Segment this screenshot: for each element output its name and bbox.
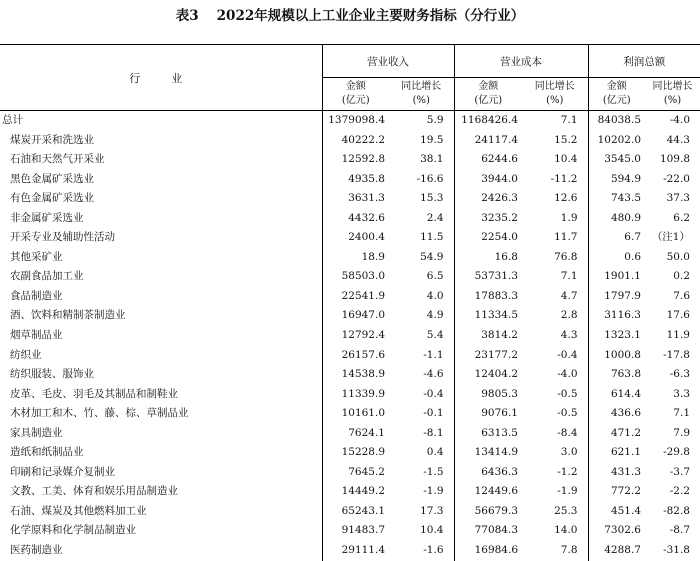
industry-name: 文教、工美、体育和娱乐用品制造业	[10, 485, 178, 498]
revenue-amount-cell: 7624.1	[322, 424, 389, 444]
profit-amount-cell: 3116.3	[588, 306, 645, 326]
cost-yoy-cell: -0.5	[557, 407, 578, 420]
cost-yoy-cell: 2.8	[560, 309, 578, 322]
cost-yoy-cell: 25.3	[554, 504, 578, 517]
cost-amount-cell: 6313.5	[454, 424, 522, 444]
table-row	[0, 482, 700, 502]
table-row	[0, 131, 700, 151]
profit-yoy-cell: 7.1	[673, 407, 690, 420]
table-title-text: 2022年规模以上工业企业主要财务指标（分行业）	[216, 8, 525, 24]
table-row	[0, 541, 700, 561]
industry-name: 石油、煤炭及其他燃料加工业	[10, 504, 147, 517]
cost-amount-cell: 56679.3	[454, 502, 522, 522]
cost-yoy-cell: 11.7	[554, 231, 578, 244]
revenue-yoy-cell: 0.4	[426, 446, 444, 459]
profit-yoy-cell: -22.0	[663, 172, 690, 185]
industry-name: 非金属矿采选业	[10, 211, 84, 224]
table-row	[0, 150, 700, 170]
table-row	[0, 385, 700, 405]
revenue-amount-cell: 18.9	[322, 248, 389, 268]
revenue-header: 营业收入	[322, 45, 454, 78]
profit-yoy-cell: 7.9	[673, 426, 690, 439]
revenue-amount-cell: 1379098.4	[322, 111, 389, 131]
industry-name: 家具制造业	[10, 426, 63, 439]
profit-amount-cell: 431.3	[588, 463, 645, 483]
cost-yoy-cell: 7.8	[560, 544, 578, 557]
revenue-amount-cell: 26157.6	[322, 346, 389, 366]
revenue-yoy-cell: -1.6	[423, 544, 444, 557]
cost-yoy-cell: -1.2	[557, 465, 578, 478]
table-row	[0, 248, 700, 268]
industry-name: 纺织服装、服饰业	[10, 368, 94, 381]
revenue-amount-cell: 14538.9	[322, 365, 389, 385]
profit-yoy-header: 同比增长 (%)	[645, 78, 700, 111]
cost-amount-cell: 11334.5	[454, 306, 522, 326]
profit-yoy-cell: -3.7	[669, 465, 690, 478]
cost-yoy-cell: 7.1	[560, 270, 578, 283]
profit-amount-cell: 480.9	[588, 209, 645, 229]
profit-yoy-cell: -6.3	[669, 368, 690, 381]
cost-amount-cell: 12404.2	[454, 365, 522, 385]
profit-amount-cell: 4288.7	[588, 541, 645, 561]
profit-yoy-cell: -29.8	[663, 446, 690, 459]
revenue-yoy-cell: 11.5	[420, 231, 444, 244]
cost-amount-cell: 9805.3	[454, 385, 522, 405]
profit-amount-cell: 621.1	[588, 443, 645, 463]
table-row	[0, 228, 700, 248]
table-row	[0, 189, 700, 209]
profit-amount-cell: 471.2	[588, 424, 645, 444]
revenue-yoy-header: 同比增长 (%)	[389, 78, 454, 111]
table-row	[0, 404, 700, 424]
industry-name: 黑色金属矿采选业	[10, 172, 94, 185]
profit-yoy-cell: -17.8	[663, 348, 690, 361]
industry-column-header: 行 业	[0, 45, 322, 111]
profit-amount-cell: 3545.0	[588, 150, 645, 170]
cost-amount-cell: 9076.1	[454, 404, 522, 424]
profit-yoy-cell: -82.8	[663, 504, 690, 517]
revenue-yoy-cell: -0.4	[423, 387, 444, 400]
cost-yoy-cell: 12.6	[554, 192, 578, 205]
revenue-amount-cell: 3631.3	[322, 189, 389, 209]
cost-amount-cell: 23177.2	[454, 346, 522, 366]
cost-yoy-cell: -0.5	[557, 387, 578, 400]
table-row	[0, 111, 700, 131]
cost-yoy-cell: 1.9	[560, 211, 578, 224]
table-row	[0, 502, 700, 522]
revenue-yoy-cell: 17.3	[420, 504, 444, 517]
cost-yoy-cell: -8.4	[557, 426, 578, 439]
revenue-amount-cell: 4432.6	[322, 209, 389, 229]
revenue-yoy-cell: 6.5	[426, 270, 444, 283]
industry-name: 烟草制品业	[10, 329, 63, 342]
revenue-yoy-cell: 5.9	[426, 114, 444, 126]
industry-name: 印刷和记录媒介复制业	[10, 465, 115, 478]
revenue-yoy-cell: 4.0	[426, 289, 444, 302]
profit-amount-cell: 1000.8	[588, 346, 645, 366]
industry-name: 石油和天然气开采业	[10, 153, 105, 166]
industry-name: 煤炭开采和洗选业	[10, 133, 94, 146]
industry-name: 化学原料和化学制品制造业	[10, 524, 136, 537]
profit-amount-cell: 1323.1	[588, 326, 645, 346]
cost-amount-cell: 17883.3	[454, 287, 522, 307]
cost-yoy-cell: 10.4	[554, 153, 578, 166]
revenue-yoy-cell: 2.4	[426, 211, 444, 224]
industry-name: 总计	[2, 114, 23, 126]
cost-amount-cell: 2426.3	[454, 189, 522, 209]
table-row	[0, 326, 700, 346]
revenue-yoy-cell: 19.5	[420, 133, 444, 146]
profit-amount-cell: 614.4	[588, 385, 645, 405]
industry-name: 农副食品加工业	[10, 270, 84, 283]
cost-yoy-header: 同比增长 (%)	[522, 78, 588, 111]
cost-amount-cell: 3235.2	[454, 209, 522, 229]
revenue-amount-cell: 16947.0	[322, 306, 389, 326]
profit-yoy-cell: -4.0	[669, 114, 690, 126]
profit-amount-cell: 6.7	[588, 228, 645, 248]
financial-indicators-table	[0, 44, 700, 561]
table-row	[0, 521, 700, 541]
cost-amount-cell: 53731.3	[454, 267, 522, 287]
table-number: 表3	[175, 8, 199, 24]
profit-yoy-cell: 6.2	[673, 211, 690, 224]
table-row	[0, 365, 700, 385]
profit-amount-cell: 10202.0	[588, 131, 645, 151]
cost-yoy-cell: 15.2	[554, 133, 578, 146]
industry-name: 其他采矿业	[10, 250, 63, 263]
revenue-amount-cell: 14449.2	[322, 482, 389, 502]
cost-amount-cell: 16984.6	[454, 541, 522, 561]
cost-amount-cell: 24117.4	[454, 131, 522, 151]
cost-header: 营业成本	[454, 45, 588, 78]
revenue-yoy-cell: 10.4	[420, 524, 444, 537]
revenue-yoy-cell: -16.6	[416, 172, 444, 185]
revenue-amount-cell: 11339.9	[322, 385, 389, 405]
revenue-yoy-cell: -1.1	[423, 348, 444, 361]
profit-yoy-cell: 37.3	[666, 192, 690, 205]
revenue-amount-cell: 91483.7	[322, 521, 389, 541]
revenue-yoy-cell: -8.1	[423, 426, 444, 439]
cost-amount-cell: 1168426.4	[454, 111, 522, 131]
profit-amount-cell: 84038.5	[588, 111, 645, 131]
profit-amount-cell: 1797.9	[588, 287, 645, 307]
profit-yoy-cell: 7.6	[673, 289, 690, 302]
profit-yoy-cell: -2.2	[669, 485, 690, 498]
revenue-yoy-cell: -0.1	[423, 407, 444, 420]
industry-name: 纺织业	[10, 348, 42, 361]
cost-yoy-cell: -11.2	[550, 172, 578, 185]
profit-amount-cell: 1901.1	[588, 267, 645, 287]
industry-name: 造纸和纸制品业	[10, 446, 84, 459]
cost-yoy-cell: 4.7	[560, 289, 578, 302]
cost-yoy-cell: -4.0	[557, 368, 578, 381]
cost-yoy-cell: -1.9	[557, 485, 578, 498]
cost-yoy-cell: 3.0	[560, 446, 578, 459]
revenue-yoy-cell: -1.5	[423, 465, 444, 478]
cost-amount-cell: 6244.6	[454, 150, 522, 170]
table-row	[0, 346, 700, 366]
revenue-amount-cell: 22541.9	[322, 287, 389, 307]
revenue-amount-cell: 40222.2	[322, 131, 389, 151]
cost-yoy-cell: -0.4	[557, 348, 578, 361]
cost-amount-cell: 3814.2	[454, 326, 522, 346]
cost-amount-cell: 6436.3	[454, 463, 522, 483]
revenue-amount-cell: 29111.4	[322, 541, 389, 561]
profit-yoy-cell: -8.7	[669, 524, 690, 537]
industry-name: 医药制造业	[10, 544, 63, 557]
table-row	[0, 170, 700, 190]
cost-yoy-cell: 7.1	[560, 114, 578, 126]
profit-yoy-cell: 44.3	[666, 133, 690, 146]
profit-amount-cell: 743.5	[588, 189, 645, 209]
table-body	[0, 111, 700, 561]
table-row	[0, 287, 700, 307]
industry-name: 开采专业及辅助性活动	[10, 231, 115, 244]
table-row	[0, 463, 700, 483]
revenue-amount-cell: 10161.0	[322, 404, 389, 424]
revenue-yoy-cell: 5.4	[426, 329, 444, 342]
profit-amount-cell: 772.2	[588, 482, 645, 502]
profit-yoy-cell: 17.6	[666, 309, 690, 322]
revenue-yoy-cell: 15.3	[420, 192, 444, 205]
profit-yoy-cell: （注1）	[651, 231, 690, 244]
table-row	[0, 424, 700, 444]
cost-amount-cell: 2254.0	[454, 228, 522, 248]
profit-header: 利润总额	[588, 45, 700, 78]
revenue-amount-cell: 2400.4	[322, 228, 389, 248]
revenue-amount-header: 金额 (亿元)	[322, 78, 389, 111]
revenue-yoy-cell: 38.1	[420, 153, 444, 166]
profit-yoy-cell: 0.2	[673, 270, 690, 283]
revenue-yoy-cell: 4.9	[426, 309, 444, 322]
profit-amount-cell: 763.8	[588, 365, 645, 385]
cost-yoy-cell: 4.3	[560, 329, 578, 342]
cost-yoy-cell: 14.0	[554, 524, 578, 537]
cost-amount-cell: 13414.9	[454, 443, 522, 463]
revenue-amount-cell: 12792.4	[322, 326, 389, 346]
revenue-amount-cell: 7645.2	[322, 463, 389, 483]
profit-amount-cell: 451.4	[588, 502, 645, 522]
cost-amount-header: 金额 (亿元)	[454, 78, 522, 111]
table-title	[0, 0, 700, 40]
industry-name: 木材加工和木、竹、藤、棕、草制品业	[10, 407, 189, 420]
profit-amount-header: 金额 (亿元)	[588, 78, 645, 111]
cost-amount-cell: 12449.6	[454, 482, 522, 502]
revenue-amount-cell: 65243.1	[322, 502, 389, 522]
cost-yoy-cell: 76.8	[554, 250, 578, 263]
industry-name: 酒、饮料和精制茶制造业	[10, 309, 126, 322]
cost-amount-cell: 3944.0	[454, 170, 522, 190]
profit-yoy-cell: 50.0	[666, 250, 690, 263]
industry-name: 皮革、毛皮、羽毛及其制品和制鞋业	[10, 387, 178, 400]
profit-amount-cell: 7302.6	[588, 521, 645, 541]
cost-amount-cell: 77084.3	[454, 521, 522, 541]
cost-amount-cell: 16.8	[454, 248, 522, 268]
profit-yoy-cell: 3.3	[673, 387, 690, 400]
profit-amount-cell: 594.9	[588, 170, 645, 190]
revenue-amount-cell: 4935.8	[322, 170, 389, 190]
revenue-yoy-cell: -1.9	[423, 485, 444, 498]
profit-amount-cell: 0.6	[588, 248, 645, 268]
revenue-yoy-cell: 54.9	[420, 250, 444, 263]
profit-yoy-cell: 109.8	[659, 153, 690, 166]
table-row	[0, 306, 700, 326]
industry-name: 食品制造业	[10, 289, 63, 302]
industry-name: 有色金属矿采选业	[10, 192, 94, 205]
profit-amount-cell: 436.6	[588, 404, 645, 424]
revenue-amount-cell: 58503.0	[322, 267, 389, 287]
table-row	[0, 209, 700, 229]
revenue-amount-cell: 12592.8	[322, 150, 389, 170]
table-row	[0, 267, 700, 287]
revenue-amount-cell: 15228.9	[322, 443, 389, 463]
revenue-yoy-cell: -4.6	[423, 368, 444, 381]
table-row	[0, 443, 700, 463]
profit-yoy-cell: -31.8	[663, 544, 690, 557]
profit-yoy-cell: 11.9	[666, 329, 690, 342]
